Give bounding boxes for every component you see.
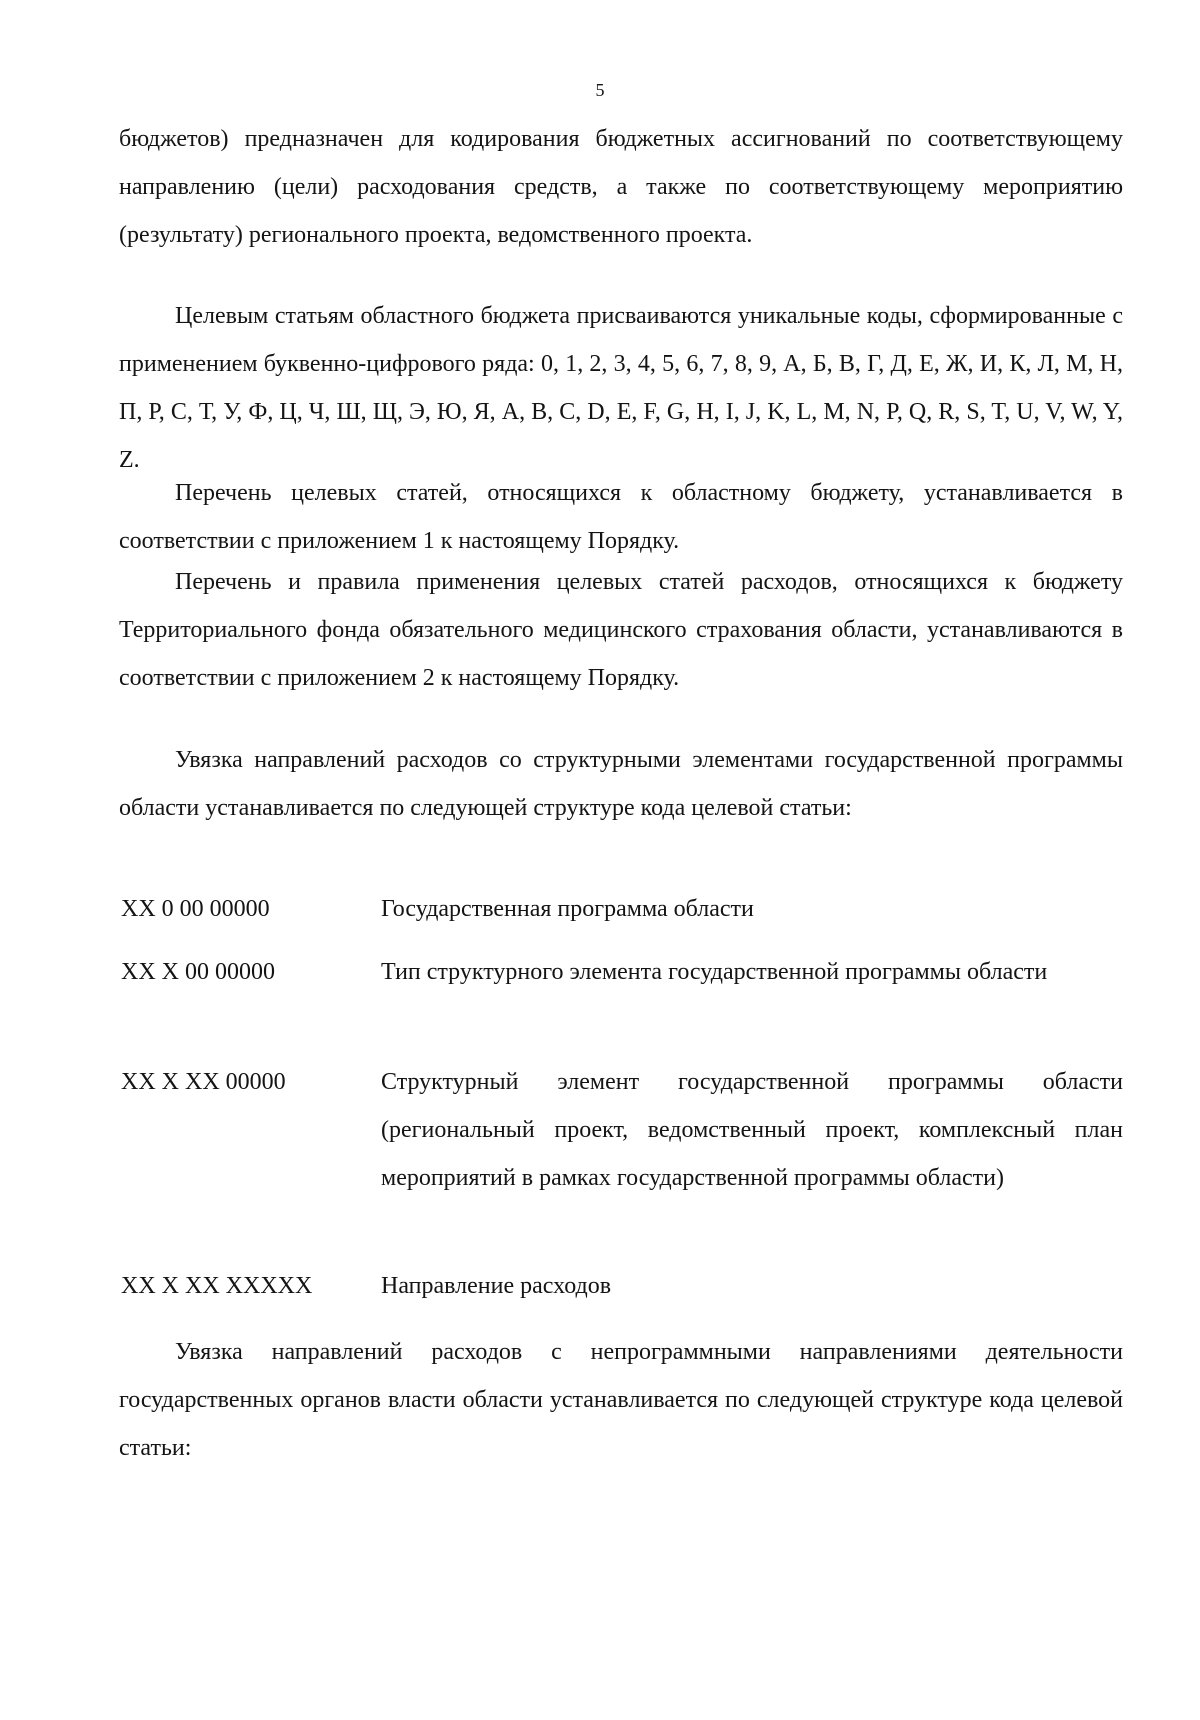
paragraph-nonprogram-link: Увязка направлений расходов с непрограммными направлениями деятельности государственных органов власти области устанавливается по следующей структуре кода целевой статьи:	[119, 1339, 1123, 1461]
paragraph-program-link: Увязка направлений расходов со структурными элементами государственной программы области устанавливается по следующей структуре кода целевой статьи:	[119, 747, 1123, 821]
page-number: 5	[595, 80, 605, 100]
paragraph-budget-purpose: бюджетов) предназначен для кодирования бюджетных ассигнований по соответствующему направлению (цели) расходования средств, а также по соответствующему мероприятию (результату) регионального проекта, ведомственного проекта.	[119, 126, 1123, 248]
code-value: XX 0 00 00000	[121, 896, 270, 922]
paragraph-list-appendix-2: Перечень и правила применения целевых статей расходов, относящихся к бюджету Территориального фонда обязательного медицинского страхования области, устанавливаются в соответствии с приложением 2 к настоящему Порядку.	[119, 569, 1123, 691]
code-value: XX X XX XXXXX	[121, 1273, 313, 1299]
code-value: XX X XX 00000	[121, 1069, 286, 1095]
code-row-program	[119, 885, 1123, 933]
paragraph-list-appendix-1: Перечень целевых статей, относящихся к областному бюджету, устанавливается в соответствии с приложением 1 к настоящему Порядку.	[119, 480, 1123, 554]
code-description: Направление расходов	[381, 1273, 612, 1299]
code-description: Структурный элемент государственной программы области (региональный проект, ведомственный проект, комплексный план мероприятий в рамках государственной программы области)	[381, 1069, 1123, 1191]
code-row-expense-direction	[119, 1262, 1123, 1310]
code-row-structural-element	[119, 1058, 1123, 1202]
code-description: Государственная программа области	[381, 896, 754, 922]
code-description: Тип структурного элемента государственной программы области	[381, 959, 1048, 985]
paragraph-unique-codes: Целевым статьям областного бюджета присваиваются уникальные коды, сформированные с применением буквенно-цифрового ряда: 0, 1, 2, 3, 4, 5, 6, 7, 8, 9, А, Б, В, Г, Д, Е, Ж, И, К, Л, М, Н, П, Р, С, Т, У, Ф, Ц, Ч, Ш, Щ, Э, Ю, Я, A, B, C, D, E, F, G, H, I, J, K, L, M, N, P, Q, R, S, T, U, V, W, Y, Z.	[119, 303, 1123, 473]
code-row-element-type	[119, 948, 1123, 996]
code-value: XX X 00 00000	[121, 959, 275, 985]
